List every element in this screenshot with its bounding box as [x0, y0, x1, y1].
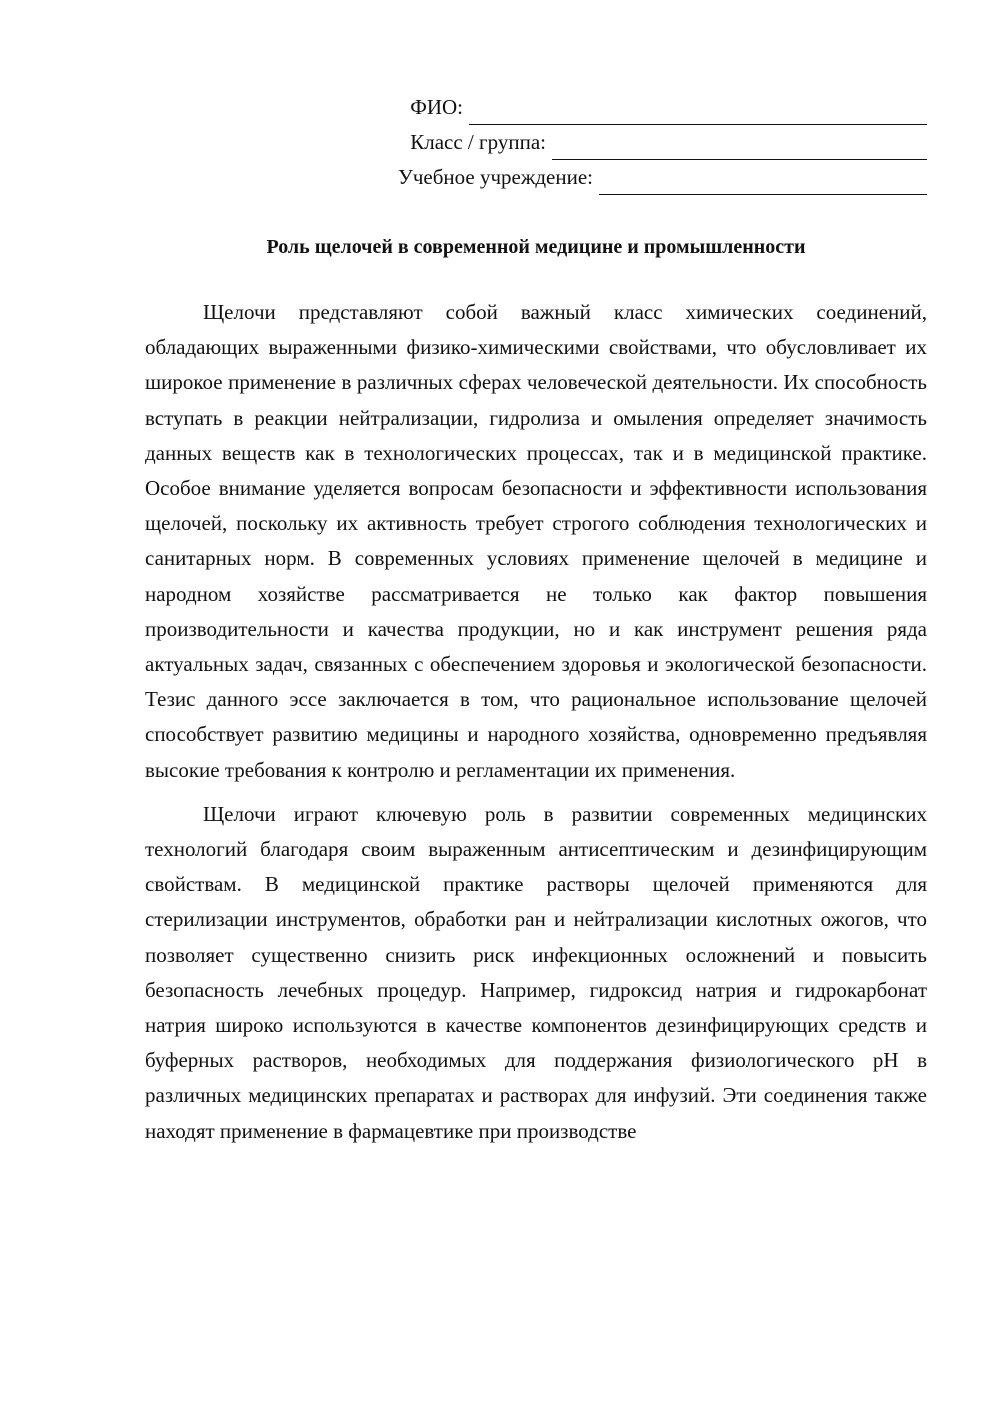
school-line [327, 160, 927, 195]
fio-blank [469, 97, 927, 125]
student-info-block [327, 90, 927, 195]
class-label: Класс / группа: [410, 130, 546, 154]
paragraph: Щелочи играют ключевую роль в развитии современных медицинских технологий благодаря своим выраженным антисептическим и дезинфицирующим свойствам. В медицинской практике растворы щелочей применяются для стерилизации инструментов, обработки ран и нейтрализации кислотных ожогов, что позволяет существенно снизить риск инфекционных осложнений и повысить безопасность лечебных процедур. Например, гидроксид натрия и гидрокарбонат натрия широко используются в качестве компонентов дезинфицирующих средств и буферных растворов, необходимых для поддержания физиологического pH в различных медицинских препаратах и растворах для инфузий. Эти соединения также находят применение в фармацевтике при производстве [145, 801, 927, 1143]
document-body [145, 295, 927, 1158]
document-title: Роль щелочей в современной медицине и промышленности [266, 236, 806, 258]
class-line [327, 125, 927, 160]
paragraph: Щелочи представляют собой важный класс химических соединений, обладающих выраженными физико-химическими свойствами, что обусловливает их широкое применение в различных сферах человеческой деятельности. Их способность вступать в реакции нейтрализации, гидролиза и омыления определяет значимость данных веществ как в технологических процессах, так и в медицинской практике. Особое внимание уделяется вопросам безопасности и эффективности использования щелочей, поскольку их активность требует строгого соблюдения технологических и санитарных норм. В современных условиях применение щелочей в медицине и народном хозяйстве рассматривается не только как фактор повышения производительности и качества продукции, но и как инструмент решения ряда актуальных задач, связанных с обеспечением здоровья и экологической безопасности. Тезис данного эссе заключается в том, что рациональное использование щелочей способствует развитию медицины и народного хозяйства, одновременно предъявляя высокие требования к контролю и регламентации их применения. [145, 300, 927, 782]
class-blank [552, 132, 927, 160]
school-blank [599, 167, 927, 195]
fio-label: ФИО: [410, 95, 463, 119]
school-label: Учебное учреждение: [397, 165, 593, 189]
fio-line [327, 90, 927, 125]
